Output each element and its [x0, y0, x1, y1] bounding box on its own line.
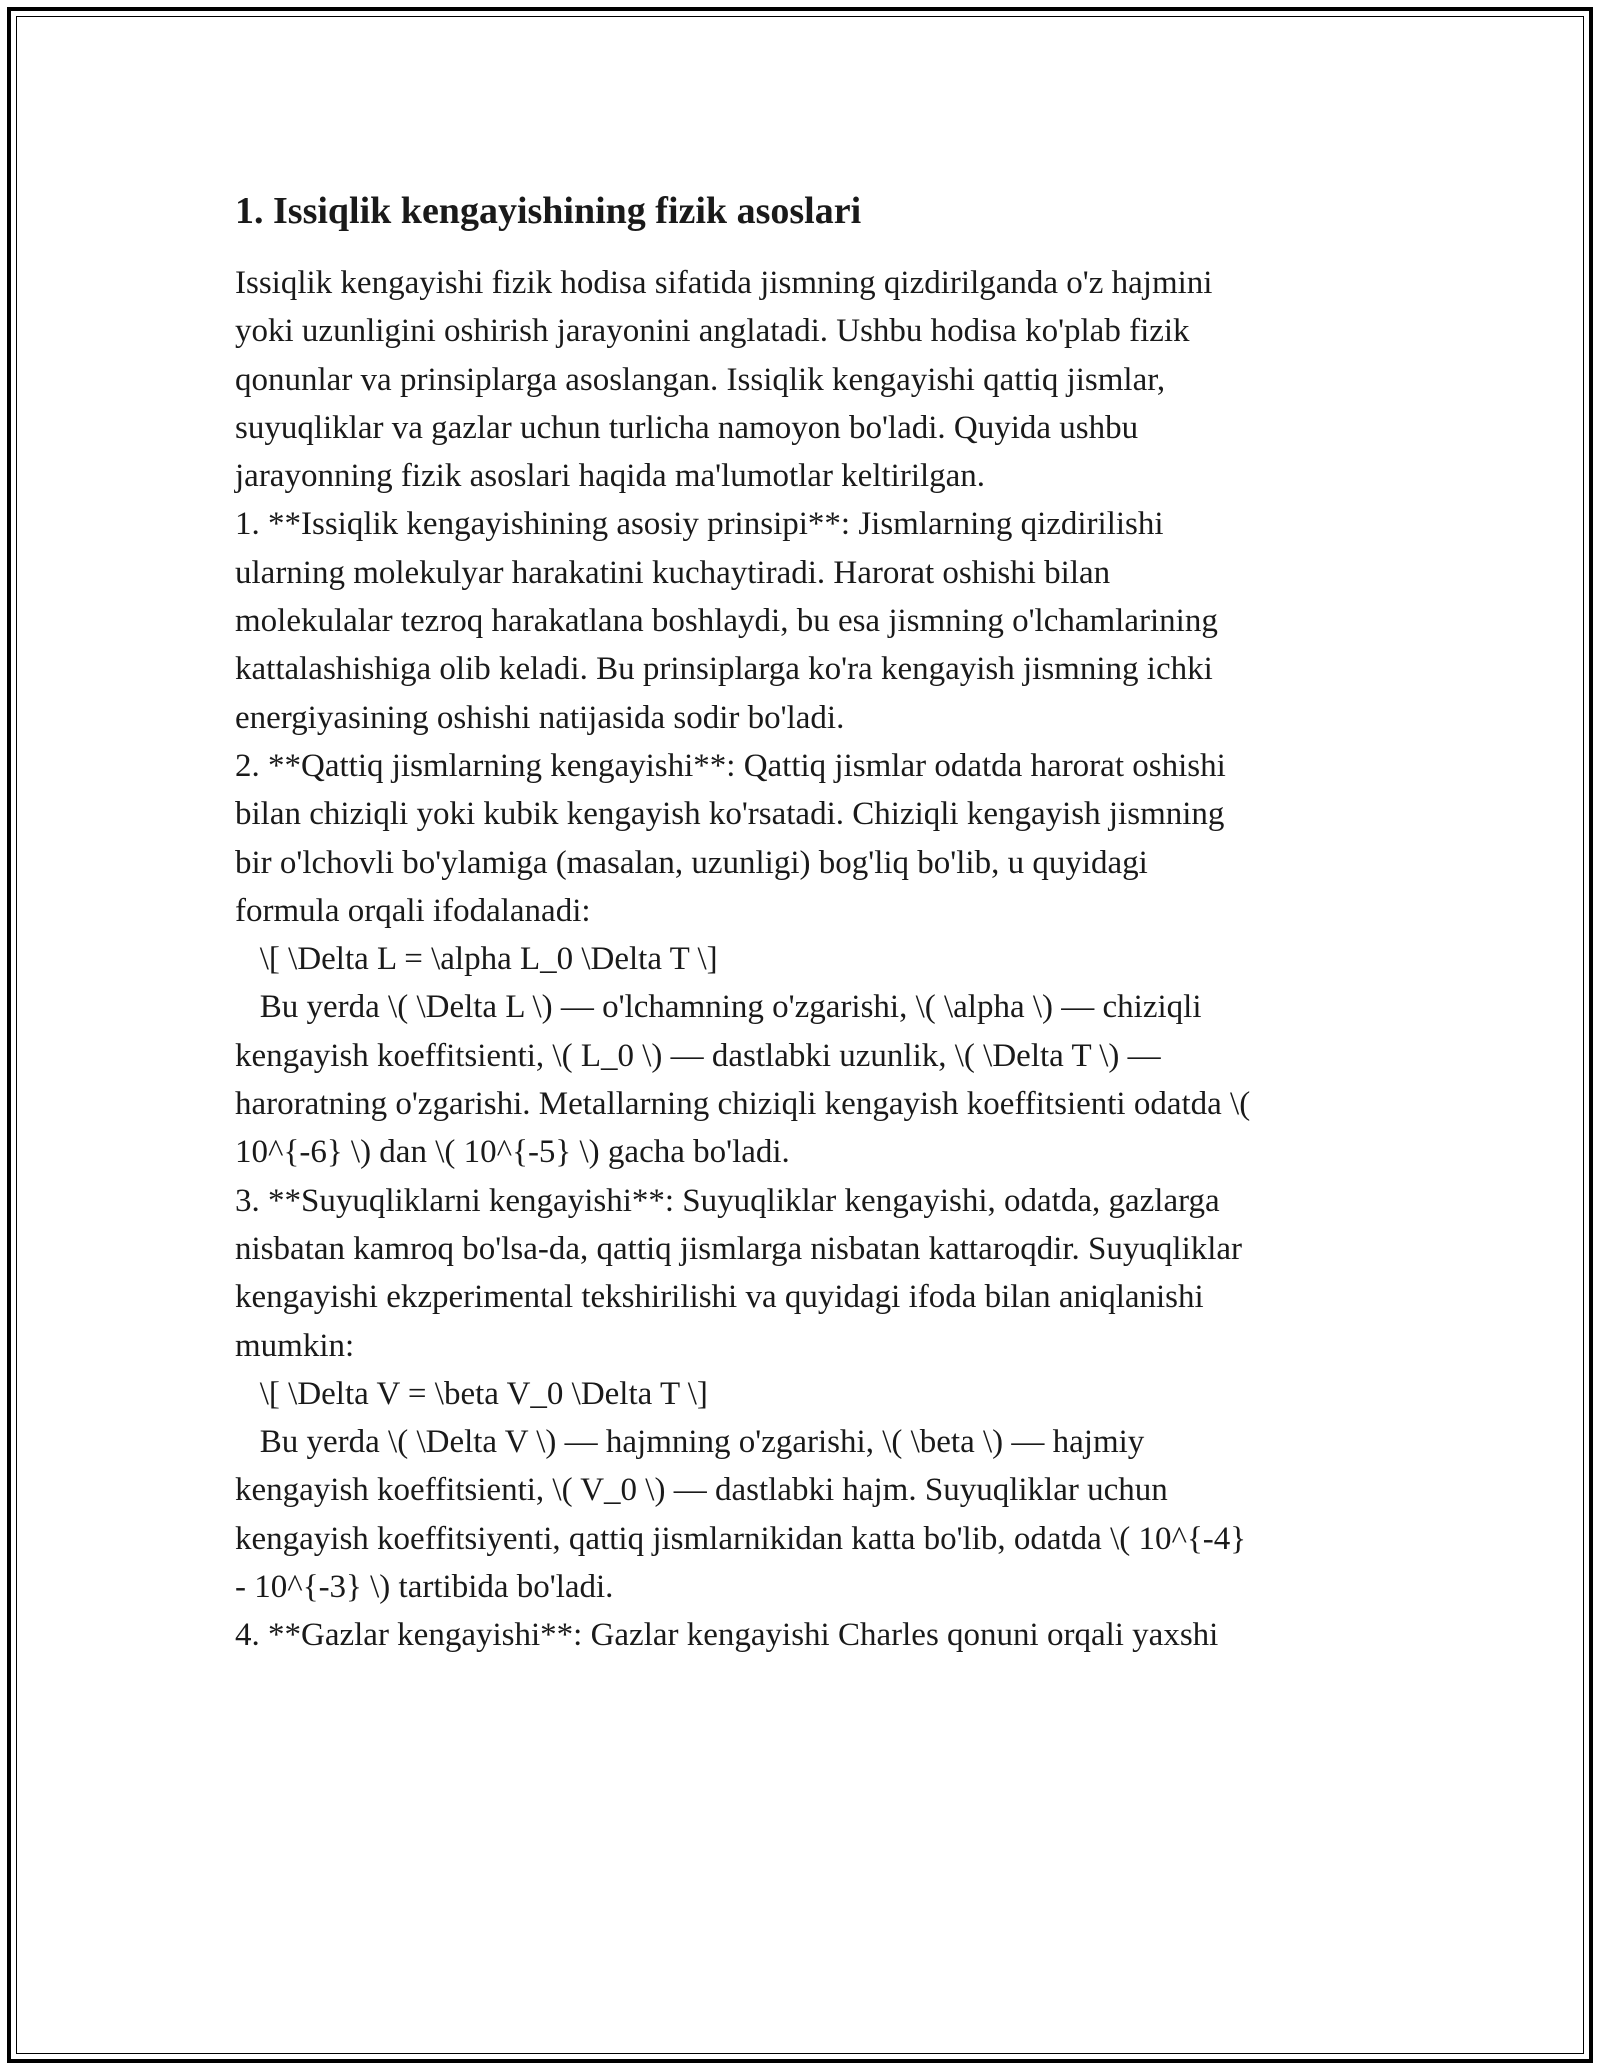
document-body	[235, 187, 1375, 1660]
list-item-principle: 1. **Issiqlik kengayishining asosiy prinsipi**: Jismlarning qizdirilishi ularning molekulyar harakatini kuchaytiradi. Harorat oshishi bilan molekulalar tezroq harakatlana boshlaydi, bu esa jismning o'lchamlarining kattalashishiga olib keladi. Bu prinsiplarga ko'ra kengayish jismning ichki energiyasining oshishi natijasida sodir bo'ladi.	[235, 506, 1218, 736]
section-heading: 1. Issiqlik kengayishining fizik asoslari	[235, 190, 862, 232]
intro-paragraph: Issiqlik kengayishi fizik hodisa sifatida jismning qizdirilganda o'z hajmini yoki uzunligini oshirish jarayonini anglatadi. Ushbu hodisa ko'plab fizik qonunlar va prinsiplarga asoslangan. Issiqlik kengayishi qattiq jismlar, suyuqliklar va gazlar uchun turlicha namoyon bo'ladi. Quyida ushbu jarayonning fizik asoslari haqida ma'lumotlar keltirilgan.	[235, 265, 1213, 495]
list-item-solids: 2. **Qattiq jismlarning kengayishi**: Qattiq jismlar odatda harorat oshishi bilan chiziqli yoki kubik kengayish ko'rsatadi. Chiziqli kengayish jismning bir o'lchovli bo'ylamiga (masalan, uzunligi) bog'liq bo'lib, u quyidagi formula orqali ifodalanadi: \[ \Delta L = \alpha L_0 \Delta T \] Bu yerda \( \Delta L \) — o'lchamning o'zgarishi, \( \alpha \) — chiziqli kengayish koeffitsienti, \( L_0 \) — dastlabki uzunlik, \( \Delta T \) — haroratning o'zgarishi. Metallarning chiziqli kengayish koeffitsienti odatda \( 10^{-6} \) dan \( 10^{-5} \) gacha bo'ladi.	[235, 747, 1251, 1171]
list-item-gases: 4. **Gazlar kengayishi**: Gazlar kengayishi Charles qonuni orqali yaxshi	[235, 1617, 1219, 1654]
list-item-liquids: 3. **Suyuqliklarni kengayishi**: Suyuqliklar kengayishi, odatda, gazlarga nisbatan kamroq bo'lsa-da, qattiq jismlarga nisbatan kattaroqdir. Suyuqliklar kengayishi ekzperimental tekshirilishi va quyidagi ifoda bilan aniqlanishi mumkin: \[ \Delta V = \beta V_0 \Delta T \] Bu yerda \( \Delta V \) — hajmning o'zgarishi, \( \beta \) — hajmiy kengayish koeffitsienti, \( V_0 \) — dastlabki hajm. Suyuqliklar uchun kengayish koeffitsiyenti, qattiq jismlarnikidan katta bo'lib, odatda \( 10^{-4} - 10^{-3} \) tartibida bo'ladi.	[235, 1182, 1247, 1606]
